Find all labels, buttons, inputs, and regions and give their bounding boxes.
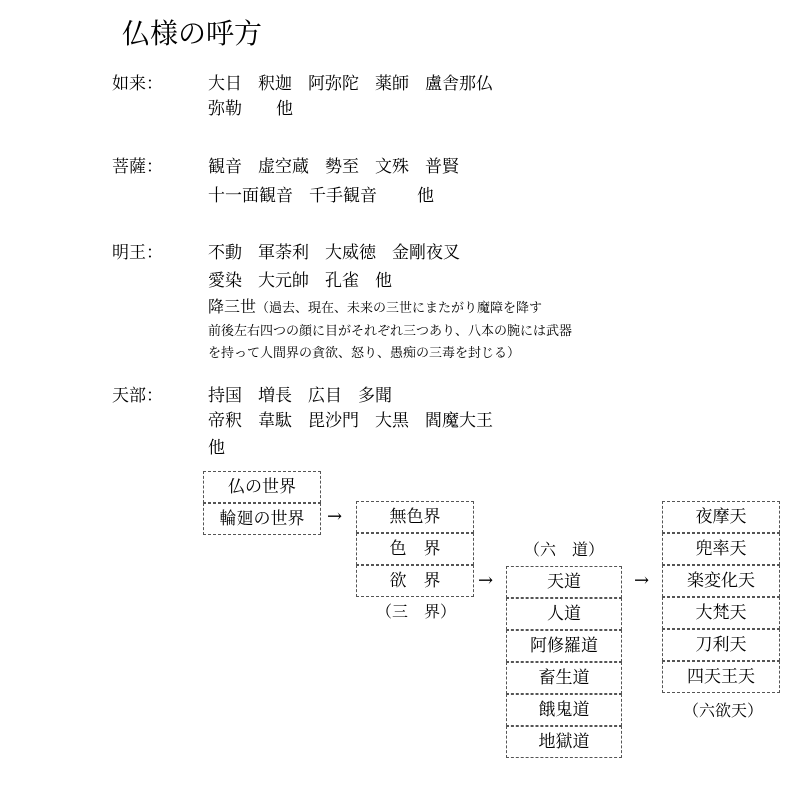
- sankai-box: 無色界: [356, 501, 474, 533]
- deity-name: 盧舎那仏: [425, 74, 493, 94]
- rokudo-box: 人道: [506, 598, 622, 630]
- deity-name: 他: [417, 186, 434, 206]
- deity-name: 軍荼利: [258, 243, 309, 263]
- nyorai-line-2: [208, 101, 293, 118]
- deity-name: 弥勒: [208, 99, 242, 119]
- gozanze-note-line-3: を持って人間界の貪欲、怒り、愚痴の三毒を封じる）: [208, 346, 521, 361]
- bosatsu-line-1: [208, 159, 459, 176]
- nyorai-line-1: [208, 76, 493, 93]
- deity-name: 大黒: [375, 411, 409, 431]
- section-label-bosatsu: 菩薩：: [112, 157, 163, 177]
- arrow-right-icon: →: [478, 570, 494, 591]
- deity-name: 大日: [208, 74, 242, 94]
- deity-name: 十一面観音: [208, 186, 293, 206]
- deity-name: 釈迦: [258, 74, 292, 94]
- deity-name: 多聞: [358, 386, 392, 406]
- rokuyokuten-box: 大梵天: [662, 597, 780, 629]
- rokuyokuten-box: 兜率天: [662, 533, 780, 565]
- sankai-box: 欲 界: [356, 565, 474, 597]
- rokudo-box: 地獄道: [506, 726, 622, 758]
- world-box-buddha: 仏の世界: [203, 471, 321, 503]
- deity-name: 増長: [258, 386, 292, 406]
- deity-name: 観音: [208, 157, 242, 177]
- tenbu-line-2: [208, 413, 493, 430]
- rokuyokuten-caption: （六欲天）: [683, 701, 764, 720]
- gozanze-note-line-2: 前後左右四つの顔に目がそれぞれ三つあり、八本の腕には武器: [208, 324, 573, 339]
- deity-name: 阿弥陀: [308, 74, 359, 94]
- bosatsu-line-2: [208, 188, 434, 205]
- rokuyokuten-box: 夜摩天: [662, 501, 780, 533]
- deity-name: 金剛夜叉: [392, 243, 460, 263]
- deity-name: 大元帥: [258, 271, 309, 291]
- deity-name: 帝釈: [208, 411, 242, 431]
- tenbu-line-3: 他: [208, 438, 225, 458]
- arrow-right-icon: →: [327, 506, 343, 527]
- rokudo-box: 天道: [506, 566, 622, 598]
- deity-name: 普賢: [425, 157, 459, 177]
- section-label-tenbu: 天部：: [112, 386, 163, 406]
- tenbu-line-1: [208, 388, 392, 405]
- gozanze-term: 降三世: [208, 297, 257, 316]
- deity-name: 愛染: [208, 271, 242, 291]
- rokuyokuten-box: 刀利天: [662, 629, 780, 661]
- myoo-line-1: [208, 245, 460, 262]
- arrow-right-icon: →: [634, 570, 650, 591]
- deity-name: 虚空蔵: [258, 157, 309, 177]
- deity-name: 勢至: [325, 157, 359, 177]
- deity-name: 韋駄: [258, 411, 292, 431]
- deity-name: 他: [375, 271, 392, 291]
- world-box-rinne: 輪廻の世界: [203, 503, 321, 535]
- rokuyokuten-box: 楽変化天: [662, 565, 780, 597]
- gozanze-note-line-1: [208, 299, 542, 315]
- rokuyokuten-box: 四天王天: [662, 661, 780, 693]
- deity-name: 大威徳: [325, 243, 376, 263]
- sankai-box: 色 界: [356, 533, 474, 565]
- deity-name: 薬師: [375, 74, 409, 94]
- rokudo-box: 畜生道: [506, 662, 622, 694]
- rokudo-caption: （六 道）: [524, 540, 605, 559]
- rokudo-box: 阿修羅道: [506, 630, 622, 662]
- deity-name: 閻魔大王: [425, 411, 493, 431]
- deity-name: 他: [276, 99, 293, 119]
- deity-name: 孔雀: [325, 271, 359, 291]
- deity-name: 持国: [208, 386, 242, 406]
- rokudo-box: 餓鬼道: [506, 694, 622, 726]
- section-label-nyorai: 如来：: [112, 74, 163, 94]
- page-title: 仏様の呼方: [122, 17, 263, 50]
- deity-name: 不動: [208, 243, 242, 263]
- deity-name: 文殊: [375, 157, 409, 177]
- deity-name: 広目: [308, 386, 342, 406]
- section-label-myoo: 明王：: [112, 243, 163, 263]
- gozanze-note-text: （過去、現在、未来の三世にまたがり魔障を降す: [256, 301, 543, 316]
- deity-name: 毘沙門: [308, 411, 359, 431]
- sankai-caption: （三 界）: [376, 602, 457, 621]
- deity-name: 千手観音: [309, 186, 377, 206]
- myoo-line-2: [208, 273, 392, 290]
